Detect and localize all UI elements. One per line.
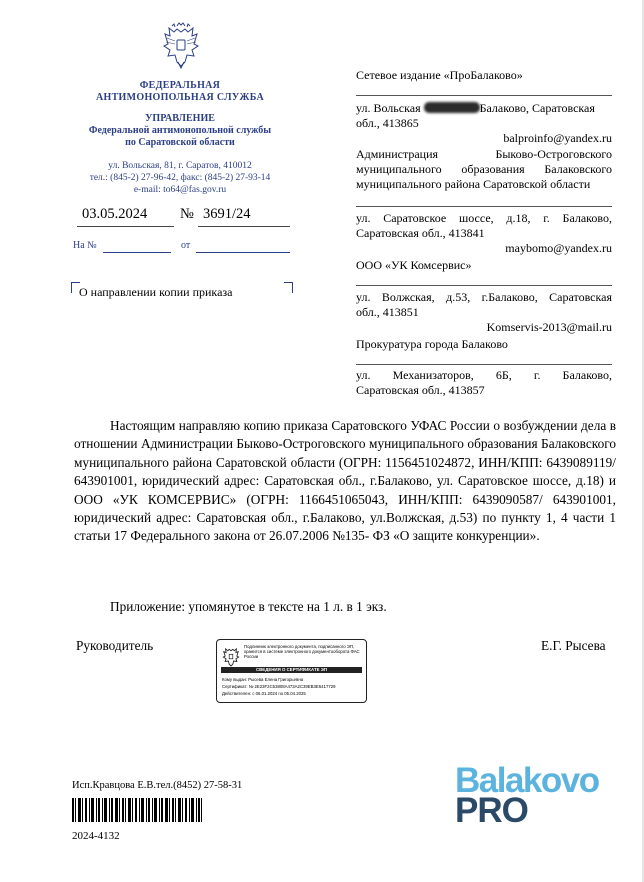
barcode-icon [72, 798, 202, 822]
recipient-2 [356, 147, 612, 192]
redaction-mark [424, 102, 480, 113]
ref-number-label: На № [73, 240, 97, 251]
recipient-4 [356, 337, 612, 352]
recipient-4-address [356, 368, 612, 398]
recipient-1-address-start: ул. Вольская [356, 101, 421, 115]
recipient-1-address [356, 101, 612, 146]
department-name [70, 113, 290, 149]
recipient-4-name: Прокуратура города Балаково [356, 337, 508, 351]
signer-name: Е.Г. Рысева [541, 638, 606, 653]
ref-number-line [103, 252, 171, 253]
recipient-3 [356, 258, 612, 273]
number-label: № [180, 206, 194, 222]
department-line-2: Федеральной антимонопольной службы [88, 125, 272, 136]
recipient-3-address-line-2: обл., 413851 [356, 305, 419, 319]
recipient-4-address-line-2: Саратовская обл., 413857 [356, 383, 485, 397]
stamp-validity: Действителен: с 06.01.2024 по 05.04.2025 [222, 691, 306, 696]
stamp-header: Подлинник электронного документа, подписанного ЭП, хранится в системе электронного документооборота ФАС России [244, 644, 360, 660]
ref-date-line [196, 252, 290, 253]
executor-info: Исп.Кравцова Е.В.тел.(8452) 27-58-31 [72, 780, 243, 791]
recipient-2-address-line-1: ул. Саратовское шоссе, д.18, г. Балаково, [356, 211, 612, 225]
recipient-3-name: ООО «УК Комсервис» [356, 258, 472, 272]
address-line-2: тел.: (845-2) 27-96-42, факс: (845-2) 27-93-14 [89, 173, 271, 183]
stamp-owner: Кому выдан: Рысева Елена Григорьевна [222, 677, 304, 682]
recipient-1-address-end: Балаково, Саратовская [479, 101, 595, 115]
recipient-3-divider [356, 285, 612, 286]
recipient-3-address [356, 290, 612, 335]
ref-date-label: от [181, 240, 191, 251]
recipient-2-name-line-3: муниципального района Саратовской области [356, 177, 591, 191]
letter-date: 03.05.2024 [82, 206, 148, 222]
subject-bracket-right [284, 282, 293, 293]
recipient-2-address-line-2: Саратовская обл., 413841 [356, 226, 485, 240]
agency-line-2: АНТИМОНОПОЛЬНАЯ СЛУЖБА [95, 92, 265, 103]
recipient-1-divider [356, 95, 612, 96]
electronic-signature-stamp [216, 639, 367, 703]
agency-name [70, 80, 290, 104]
logo-word-pro: PRO [455, 791, 528, 830]
letter-body [74, 417, 616, 546]
recipient-1 [356, 68, 612, 83]
recipient-4-divider [356, 364, 612, 365]
logo-word-balakovo: Balakovo [455, 761, 599, 800]
recipient-1-email: balproinfo@yandex.ru [503, 131, 612, 145]
registration-code: 2024-4132 [72, 830, 120, 842]
recipient-1-address-line-2: обл., 413865 [356, 116, 419, 130]
department-line-1: УПРАВЛЕНИЕ [145, 113, 215, 124]
agency-address [70, 160, 290, 196]
russian-eagle-emblem-icon [161, 22, 201, 70]
address-line-1: ул. Вольская, 81, г. Саратов, 410012 [108, 161, 252, 171]
recipient-3-email: Komservis-2013@mail.ru [486, 320, 612, 334]
recipient-2-email: maybomo@yandex.ru [505, 241, 612, 255]
letter-number: 3691/24 [203, 206, 251, 222]
body-paragraph: Настоящим направляю копию приказа Саратовского УФАС России о возбуждении дела в отношении Администрации Быково-Остроговского муниципального образования Балаковского муниципального района Саратовской области (ОГРН: 1156451024872, ИНН/КПП: 6439089119/ 643901001, юридический адрес: Саратовская обл., г.Балаково, ул. Саратовское шоссе, д.18) и ООО «УК КОМСЕРВИС» (ОГРН: 1166451065043, ИНН/КПП: 6439090587/ 643901001, юридический адрес: Саратовская обл., г.Балаково, ул.Волжская, д.53) по пункту 1, 4 части 1 статьи 17 Федерального закона от 26.07.2006 №135- ФЗ «О защите конкуренции». [74, 418, 616, 544]
balakovo-pro-logo [455, 762, 607, 832]
recipient-2-name-line-2: муниципального образования Балаковского [356, 162, 612, 176]
stamp-emblem-icon [222, 646, 240, 668]
date-underline [77, 226, 174, 227]
address-line-3: e-mail: to64@fas.gov.ru [133, 185, 227, 195]
stamp-title: СВЕДЕНИЯ О СЕРТИФИКАТЕ ЭП [221, 667, 362, 673]
recipient-1-name: Сетевое издание «ПроБалаково» [356, 68, 523, 82]
signer-position: Руководитель [76, 638, 154, 653]
recipient-4-address-line-1: ул. Механизаторов, 6Б, г. Балаково, [356, 368, 612, 382]
number-underline [198, 226, 290, 227]
agency-line-1: ФЕДЕРАЛЬНАЯ [139, 80, 221, 91]
recipient-2-address [356, 211, 612, 256]
appendix-line: Приложение: упомянутое в тексте на 1 л. в 1 экз. [110, 599, 387, 614]
stamp-certificate: Сертификат: № 2E23F2C53808A473A2C39EB3E6417729 [222, 684, 336, 689]
recipient-2-divider [356, 206, 612, 207]
department-line-3: по Саратовской области [125, 137, 235, 148]
letter-subject: О направлении копии приказа [79, 285, 233, 299]
recipient-3-address-line-1: ул. Волжская, д.53, г.Балаково, Саратовская [356, 290, 612, 304]
recipient-2-name-line-1: Администрация Быково-Остроговского [356, 147, 612, 161]
